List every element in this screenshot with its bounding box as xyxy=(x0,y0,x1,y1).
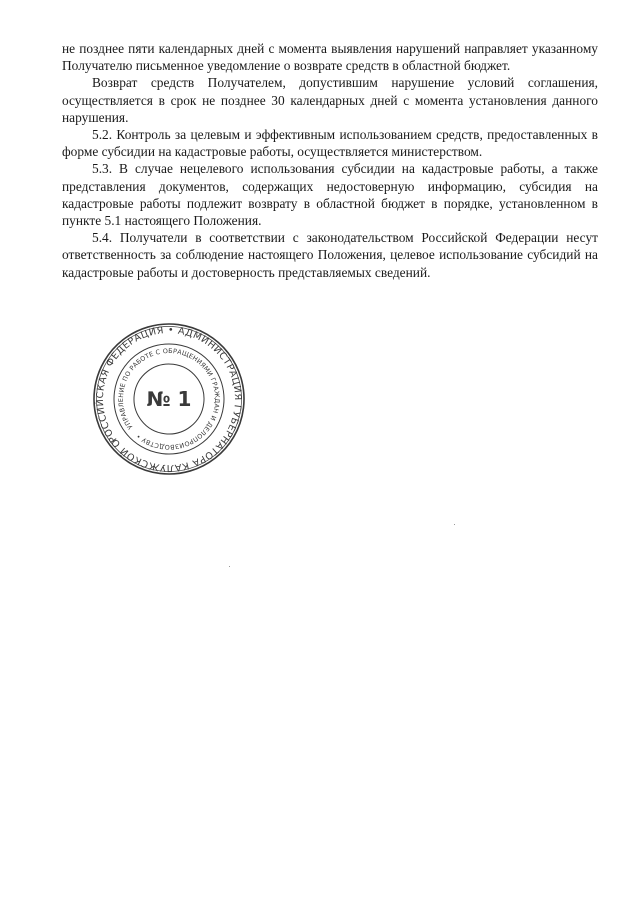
scan-speck xyxy=(454,524,455,525)
paragraph-1: не позднее пяти календарных дней с момента выявления нарушений направляет указанному Получателю письменное уведомление о возврате средств в областной бюджет. xyxy=(62,41,598,74)
paragraph-2: Возврат средств Получателем, допустившим нарушение условий соглашения, осуществляется в срок не позднее 30 календарных дней с момента установления данного нарушения. xyxy=(62,75,598,125)
seal-inner-text: УПРАВЛЕНИЕ ПО РАБОТЕ С ОБРАЩЕНИЯМИ ГРАЖДАН И ДЕЛОПРОИЗВОДСТВУ • xyxy=(116,346,222,452)
seal-number: № 1 xyxy=(146,387,192,411)
paragraph-4: 5.3. В случае нецелевого использования субсидии на кадастровые работы, а также представления документов, содержащих недостоверную информацию, субсидия на кадастровые работы подлежит возврату в областной бюджет в порядке, установленном в пункте 5.1 настоящего Положения. xyxy=(62,161,598,229)
paragraph-5: 5.4. Получатели в соответствии с законодательством Российской Федерации несут ответственность за соблюдение настоящего Положения, целевое использование субсидий на кадастровые работы и достоверность представляемых сведений. xyxy=(62,230,598,280)
body-text xyxy=(62,40,598,281)
seal-outer-text: РОССИЙСКАЯ ФЕДЕРАЦИЯ • АДМИНИСТРАЦИЯ ГУБЕРНАТОРА КАЛУЖСКОЙ ОБЛАСТИ xyxy=(94,324,244,474)
scan-speck xyxy=(229,566,230,567)
official-seal-stamp xyxy=(92,322,246,476)
paragraph-3: 5.2. Контроль за целевым и эффективным использованием средств, предоставленных в форме субсидии на кадастровые работы, осуществляется министерством. xyxy=(62,127,598,160)
